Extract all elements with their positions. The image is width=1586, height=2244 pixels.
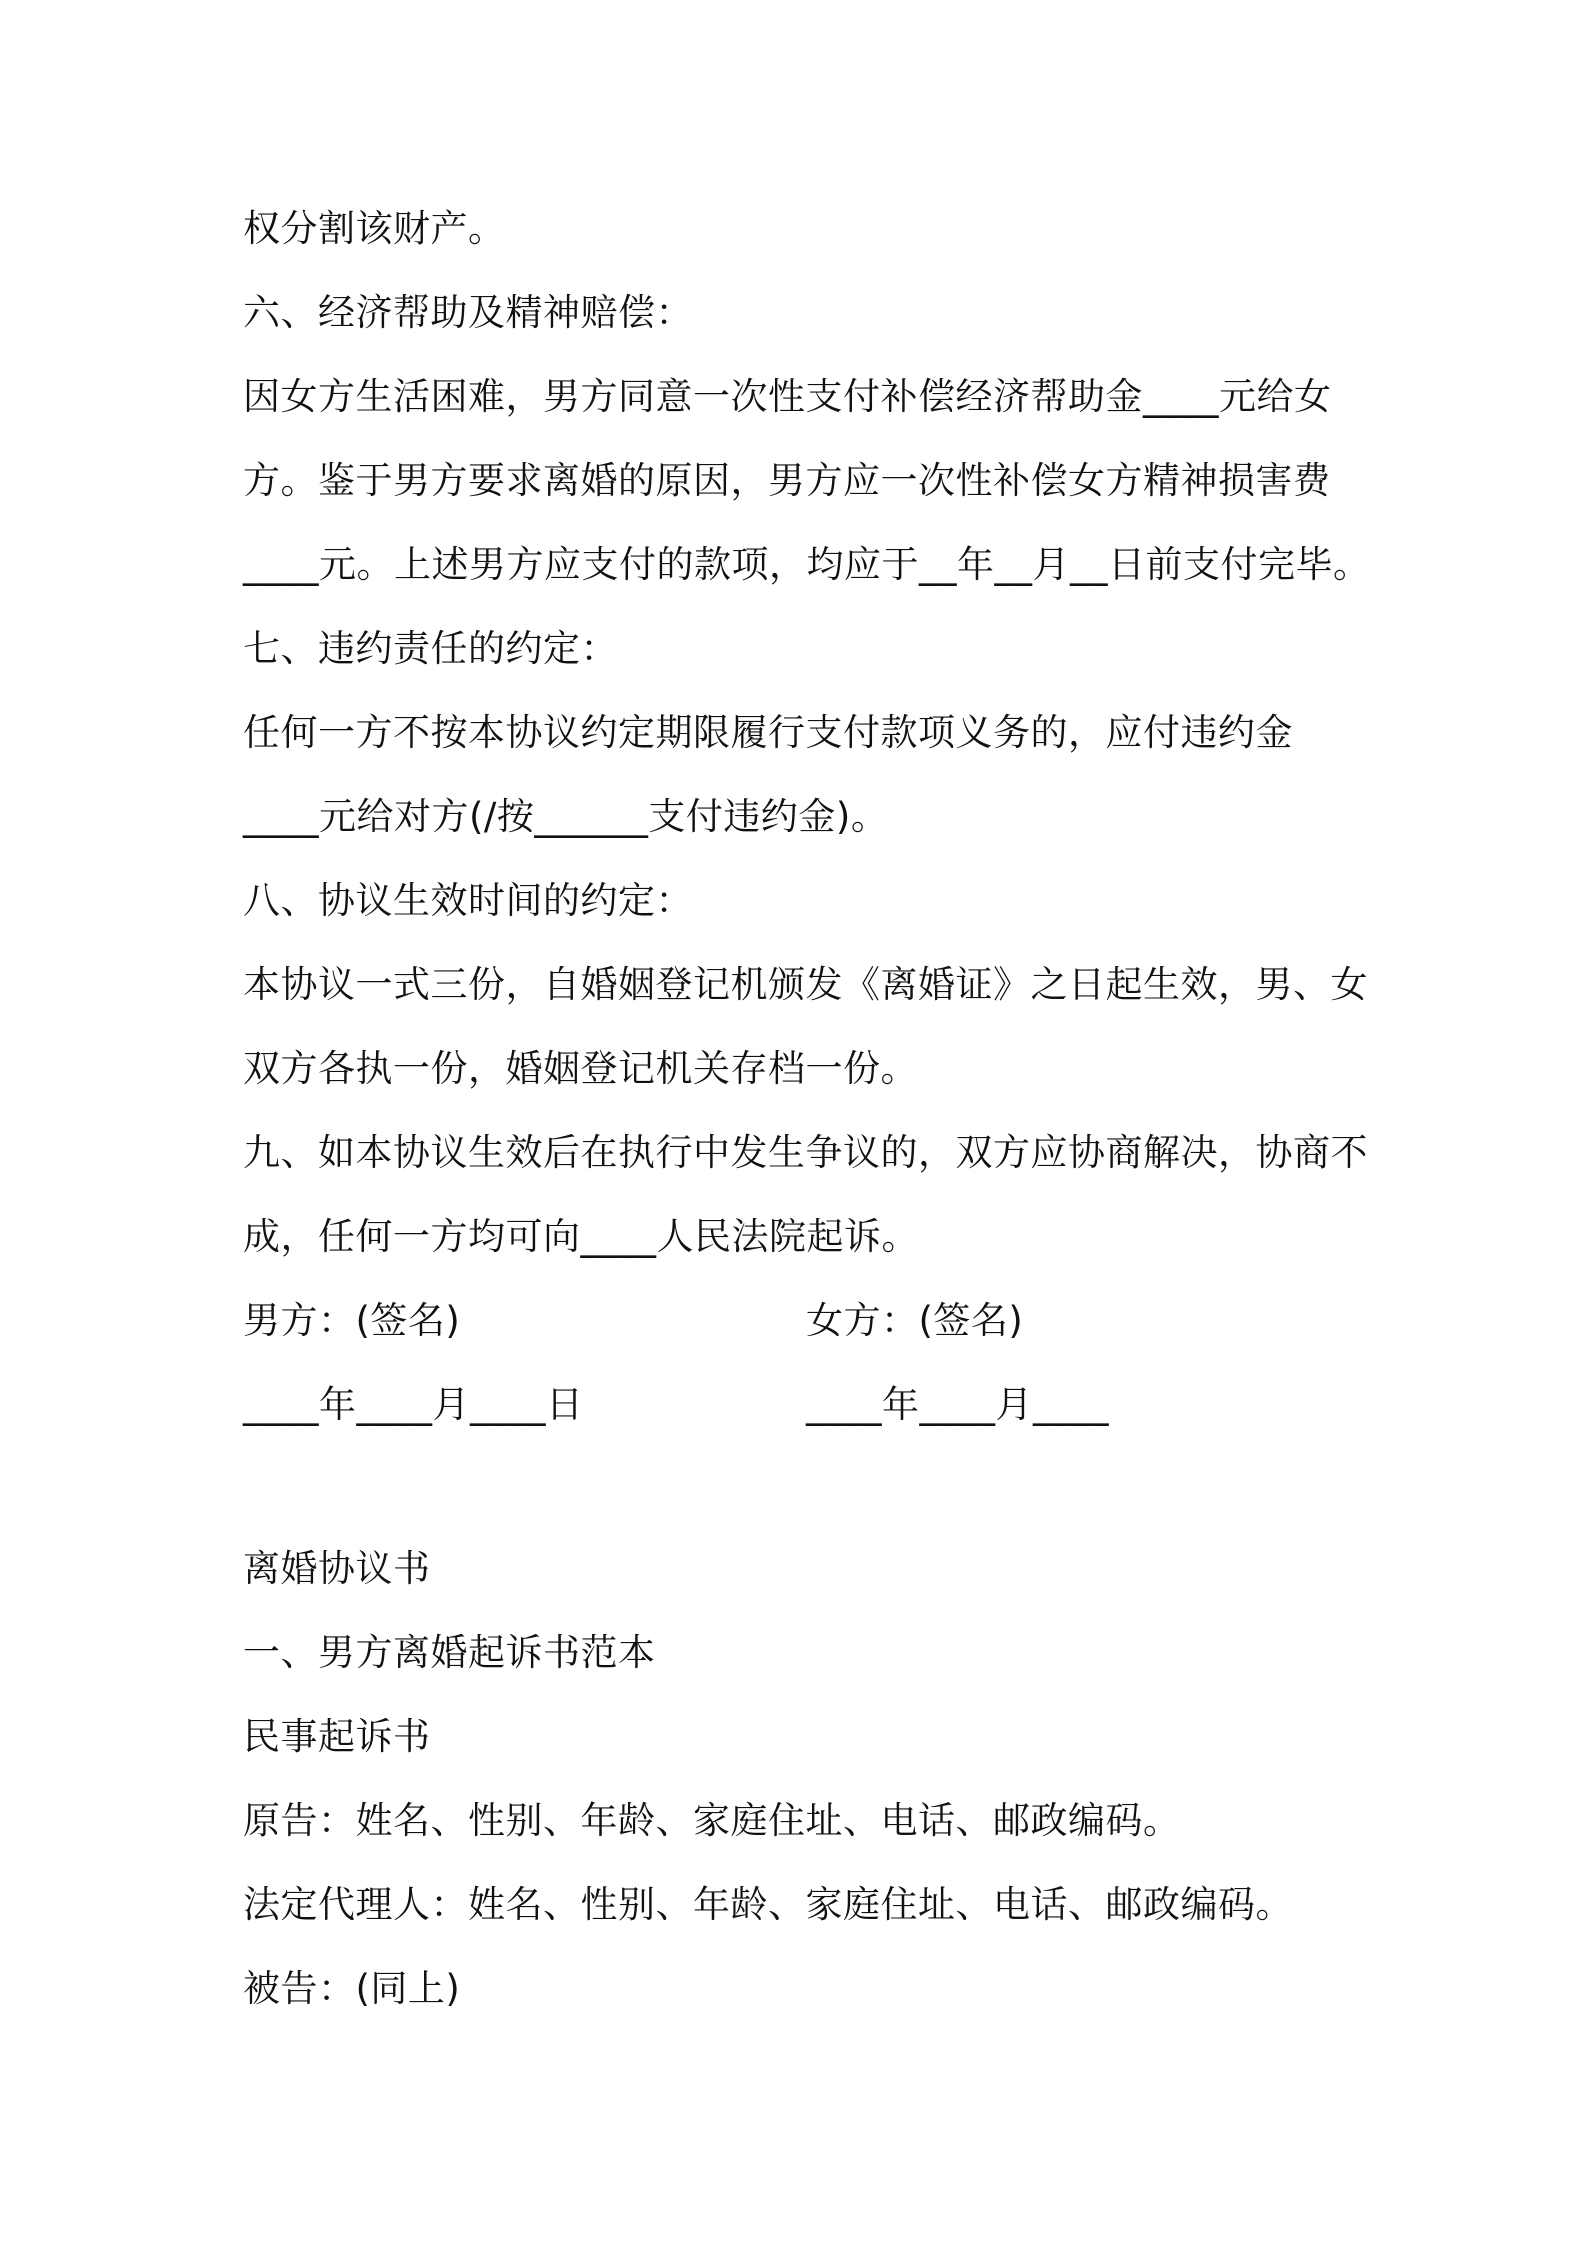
- text-line-defendant: 被告：(同上): [243, 1967, 461, 2010]
- text-line-payment-deadline: ____元。上述男方应支付的款项，均应于__年__月__日前支付完毕。: [243, 543, 1371, 586]
- heading-section-six: 六、经济帮助及精神赔偿：: [243, 291, 693, 334]
- heading-section-nine: 九、如本协议生效后在执行中发生争议的，双方应协商解决，协商不: [243, 1131, 1368, 1174]
- text-line-legal-representative: 法定代理人：姓名、性别、年龄、家庭住址、电话、邮政编码。: [243, 1883, 1293, 1926]
- heading-section-seven: 七、违约责任的约定：: [243, 627, 618, 670]
- text-line-economic-help: 因女方生活困难，男方同意一次性支付补偿经济帮助金____元给女: [243, 375, 1332, 418]
- text-line-effective: 本协议一式三份，自婚姻登记机颁发《离婚证》之日起生效，男、女: [243, 963, 1368, 1006]
- section-heading-complaint-template: 一、男方离婚起诉书范本: [243, 1631, 656, 1674]
- heading-section-eight: 八、协议生效时间的约定：: [243, 879, 693, 922]
- text-line-plaintiff: 原告：姓名、性别、年龄、家庭住址、电话、邮政编码。: [243, 1799, 1181, 1842]
- female-signature-date: ____年____月____: [806, 1383, 1109, 1426]
- male-signature-date: ____年____月____日: [243, 1383, 584, 1426]
- text-line-penalty: ____元给对方(/按______支付违约金)。: [243, 795, 889, 838]
- male-signature-label: 男方：(签名): [243, 1299, 461, 1342]
- text-line-copies: 双方各执一份，婚姻登记机关存档一份。: [243, 1047, 918, 1090]
- section-heading-civil-complaint: 民事起诉书: [243, 1715, 431, 1758]
- text-line-mental-damage: 方。鉴于男方要求离婚的原因，男方应一次性补偿女方精神损害费: [243, 459, 1331, 502]
- female-signature-label: 女方：(签名): [806, 1299, 1024, 1342]
- text-line-breach: 任何一方不按本协议约定期限履行支付款项义务的，应付违约金: [243, 711, 1293, 754]
- text-line-property-division: 权分割该财产。: [243, 207, 506, 250]
- text-line-court: 成，任何一方均可向____人民法院起诉。: [243, 1215, 919, 1258]
- section-title-agreement: 离婚协议书: [243, 1547, 431, 1590]
